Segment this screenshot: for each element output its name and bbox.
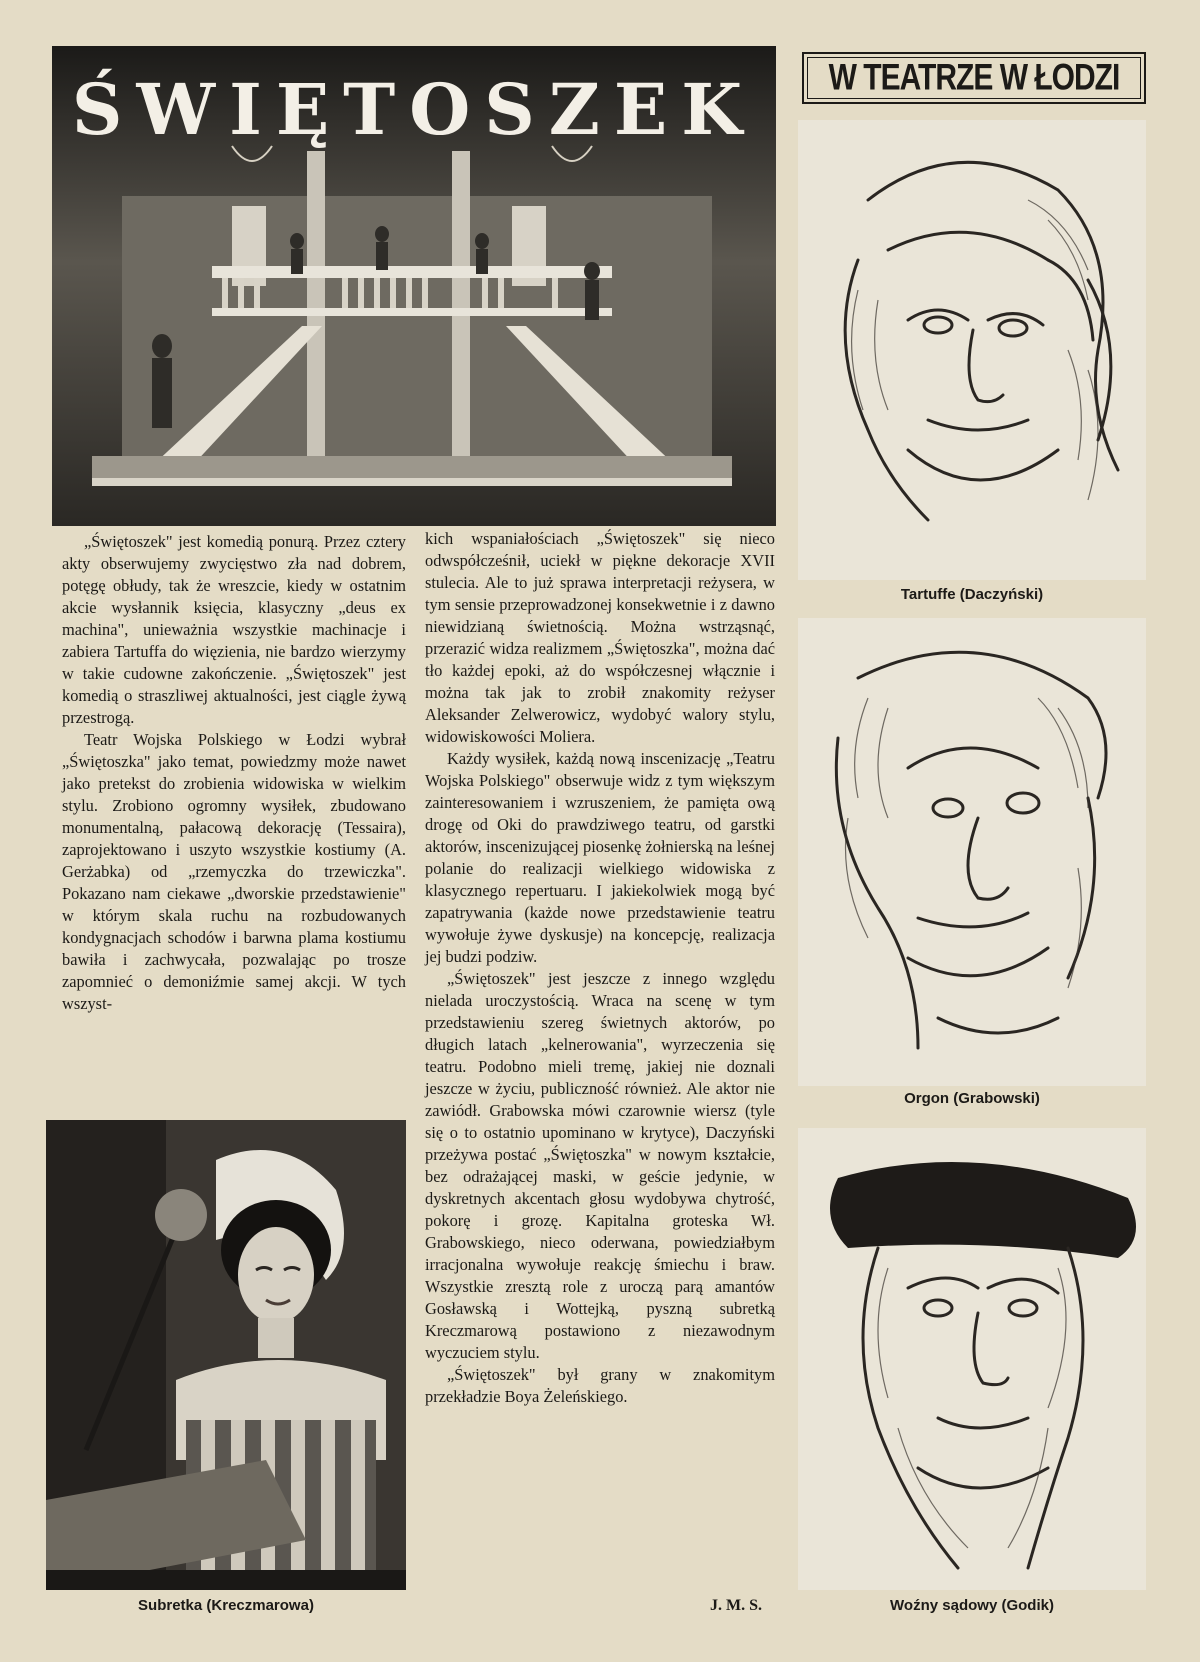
caption-orgon: Orgon (Grabowski): [904, 1090, 1040, 1107]
portrait-sketch-wozny-icon: [798, 1128, 1146, 1590]
paragraph: „Świętoszek" jest komedią ponurą. Przez cztery akty obserwujemy zwycięstwo zła nad dobrem, potęgę obłudy, tak że wreszcie, kiedy w ostatnim akcie wysłannik księcia, klasyczny „deus ex machina", unieważnia wszystkie machinacje i zabiera Tartuffa do więzienia, nie bardzo wierzymy w takie cudowne zakończenie. „Świętoszek" jest komedią o straszliwej aktualności, jest ciągle żywą przestrogą.: [62, 532, 406, 727]
caption-tartuffe: Tartuffe (Daczyński): [900, 586, 1044, 603]
actress-photo: [46, 1120, 406, 1590]
paragraph: Teatr Wojska Polskiego w Łodzi wybrał „Świętoszka" jako temat, powiedzmy może nawet jako pretekst do zrobienia widowiska w wielkim stylu. Zrobiono ogromny wysiłek, zbudowano monumentalną, pałacową dekorację (Tessaira), zaprojektowano i uszyto wszystkie kostiumy (A. Gerżabka) od „rzemyczka do trzewiczka". Pokazano nam ciekawe „dworskie przedstawienie" w którym skala ruchu na rozbudowanych kondygnacjach schodów i barwna plama kostiumu bawiła i zachwycała, pozwalając po trosze zapomnieć o demoniźmie samej akcji. W tych wszyst-: [62, 730, 406, 1013]
article-title: ŚWIĘTOSZEK: [71, 68, 757, 151]
section-title: W TEATRZE W ŁODZI: [828, 56, 1120, 98]
portrait-sketch-tartuffe-icon: [798, 120, 1146, 580]
drawing-wozny: [798, 1128, 1146, 1590]
author-signature: J. M. S.: [710, 1597, 762, 1614]
paragraph: „Świętoszek" był grany w znakomitym przekładzie Boya Żeleńskiego.: [425, 1365, 775, 1406]
paragraph: Każdy wysiłek, każdą nową inscenizację „Teatru Wojska Polskiego" obserwuje widz z tym większym zainteresowaniem i wzruszeniem, że pamięta ową drogę od Oki do prawdziwego teatru, od garstki aktorów, inscenizującej piosenkę żołnierską na leśnej polanie do realizacji wielkiego widowiska z klasycznego repertuaru. I jakiekolwiek mogą być zapatrywania (każde nowe przedstawienie teatru wywołuje żywe dyskusje) na koncepcję, realizacja jej budzi podziw.: [425, 749, 775, 966]
stage-photo: [52, 46, 776, 526]
drawing-tartuffe: [798, 120, 1146, 580]
portrait-sketch-orgon-icon: [798, 618, 1146, 1086]
caption-subretka: Subretka (Kreczmarowa): [138, 1597, 314, 1614]
paragraph: kich wspaniałościach „Świętoszek" się nieco odwspółcześnił, uciekł w piękne dekoracje XVII stulecia. Ale to już sprawa interpretacji reżysera, w tym sensie przeprowadzonej konsekwetnie i z dawno niewidzianą świetnością. Można wstrząsnąć, przerazić widza realizmem „Świętoszka", można dać tło każdej epoki, aż do współczesnej włącznie i można tak jak to zrobił znakomity reżyser Aleksander Zelwerowicz, wydobyć walory stylu, widowiskowości Moliera.: [425, 529, 775, 746]
section-header: [802, 52, 1146, 104]
article-column-2: [425, 528, 775, 1408]
caption-wozny: Woźny sądowy (Godik): [890, 1597, 1054, 1614]
drawing-orgon: [798, 618, 1146, 1086]
paragraph: „Świętoszek" jest jeszcze z innego względu nielada uroczystością. Wraca na scenę w tym przedstawieniu szereg świetnych aktorów, po długich latach „kelnerowania", wyrzeczenia się teatru. Podobno mieli tremę, jakiej nie doznali jeszcze w życiu, publiczność również. Ale aktor nie zawiódł. Grabowska mówi czarownie wiersz (tyle się o to ostatnio upominano w krytyce), Daczyński przeżywa postać „Świętoszka" w nowym kształcie, bez odrażającej maski, w geście jedynie, w dyskretnych akcentach głosu wydobywa chytrość, pokorę i grozę. Kapitalna groteska Wł. Grabowskiego, nieco oderwana, powiedziałbym irracjonalna wywołuje reakcję śmiechu i braw. Wszystkie zresztą role z uroczą parą amantów Gosławską i Wottejką, pyszną subretką Kreczmarową postawiono z niezawodnym wyczuciem stylu.: [425, 969, 775, 1362]
actress-portrait-photo-icon: [46, 1120, 406, 1590]
article-column-1: [62, 531, 406, 1015]
